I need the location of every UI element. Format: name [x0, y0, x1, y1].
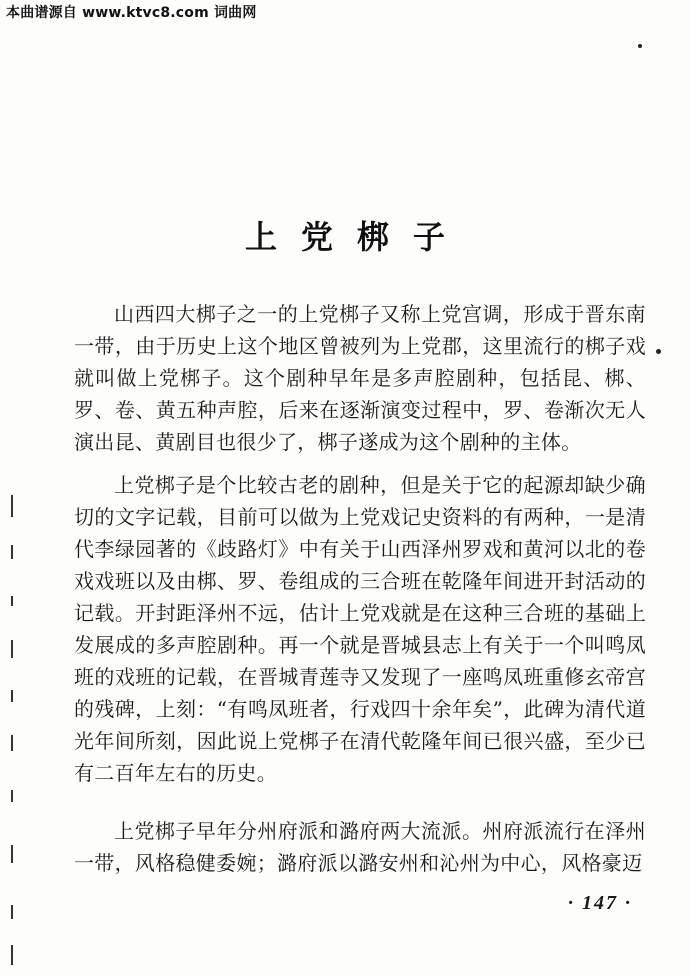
scan-margin-mark: [11, 945, 13, 965]
scan-speck: [656, 349, 661, 354]
scan-margin-mark: [11, 905, 13, 919]
scan-margin-mark: [11, 735, 13, 751]
body-paragraph-3: 上党梆子早年分州府派和潞府两大流派。州府派流行在泽州一带，风格稳健委婉；潞府派以潞安州和沁州为中心，风格豪迈: [74, 819, 646, 875]
scan-speck: [638, 44, 642, 48]
scan-margin-mark: [11, 545, 13, 559]
scan-margin-mark: [11, 640, 13, 658]
body-paragraph-1: 山西四大梆子之一的上党梆子又称上党宫调，形成于晋东南一带，由于历史上这个地区曾被列为上党郡，这里流行的梆子戏就叫做上党梆子。这个剧种早年是多声腔剧种，包括昆、梆、罗、卷、黄五种声腔，后来在逐渐演变过程中，罗、卷渐次无人演出昆、黄剧目也很少了，梆子遂成为这个剧种的主体。: [74, 302, 646, 454]
page-title: 上党梆子: [244, 218, 469, 256]
body-paragraph-2: 上党梆子是个比较古老的剧种，但是关于它的起源却缺少确切的文字记载，目前可以做为上党戏记史资料的有两种，一是清代李绿园著的《歧路灯》中有关于山西泽州罗戏和黄河以北的卷戏戏班以及由梆、罗、卷组成的三合班在乾隆年间进开封活动的记载。开封距泽州不远，估计上党戏就是在这种三合班的基础上发展成的多声腔剧种。再一个就是晋城县志上有关于一个叫鸣凤班的戏班的记载，在晋城青莲寺又发现了一座鸣凤班重修玄帝宫的残碑，上刻：“有鸣凤班者，行戏四十余年矣”，此碑为清代道光年间所刻，因此说上党梆子在清代乾隆年间已很兴盛，至少已有二百年左右的历史。: [74, 473, 646, 785]
scan-margin-mark: [11, 596, 13, 606]
scan-margin-mark: [11, 845, 13, 863]
scan-margin-mark: [11, 495, 13, 517]
page-number: · 147 ·: [568, 892, 632, 914]
watermark-text: 本曲谱源自 www.ktvc8.com 词曲网: [6, 5, 257, 21]
scan-margin-mark: [11, 790, 13, 802]
scan-margin-mark: [11, 690, 13, 702]
